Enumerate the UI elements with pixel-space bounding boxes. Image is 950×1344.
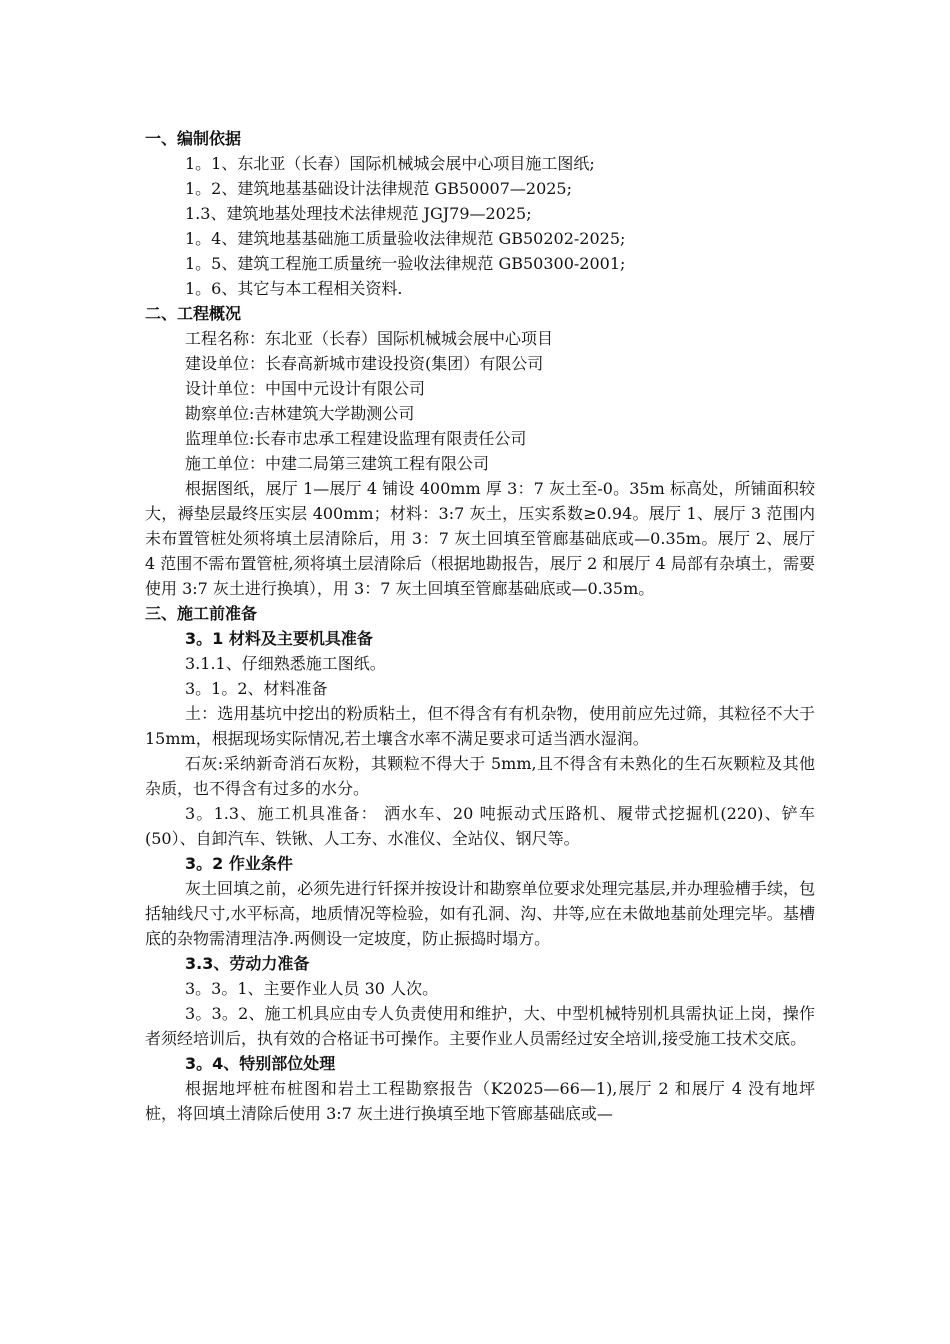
overview-contractor: 施工单位：中建二局第三建筑工程有限公司	[185, 454, 490, 473]
basis-item: 1。5、建筑工程施工质量统一验收法律规范 GB50300-2001;	[185, 254, 626, 273]
subsection-heading-materials: 3。1 材料及主要机具准备	[185, 629, 373, 648]
overview-paragraph: 根据图纸，展厅 1—展厅 4 铺设 400mm 厚 3：7 灰土至-0。35m 标高处，所铺面积较大，褥垫层最终压实层 400mm；材料：3:7 灰土，压实系数≥0.94。展厅 1、展厅 3 范围内未布置管桩处须将填土层清除后，用 3：7 灰土回填至管廊基础底或—0.35m。展厅 2、展厅 4 范围不需布置管桩,须将填土层清除后（根据地勘报告，展厅 2 和展厅 4 局部有杂填土，需要使用 3:7 灰土进行换填），用 3：7 灰土回填至管廊基础底或—0.35m。	[145, 479, 815, 598]
lime-paragraph: 石灰:采纳新奇消石灰粉，其颗粒不得大于 5mm,且不得含有未熟化的生石灰颗粒及其他杂质，也不得含有过多的水分。	[145, 754, 815, 798]
basis-item: 1。2、建筑地基基础设计法律规范 GB50007—2025;	[185, 179, 572, 198]
basis-item: 1。1、东北亚（长春）国际机械城会展中心项目施工图纸;	[185, 154, 595, 173]
basis-item: 1.3、建筑地基处理技术法律规范 JGJ79—2025;	[185, 204, 532, 223]
overview-surveyor: 勘察单位:吉林建筑大学勘测公司	[185, 404, 415, 423]
soil-paragraph: 土：选用基坑中挖出的粉质粘土，但不得含有有机杂物，使用前应先过筛，其粒径不大于 15mm，根据现场实际情况,若土壤含水率不满足要求可适当洒水湿润。	[145, 704, 815, 748]
conditions-paragraph: 灰土回填之前，必须先进行钎探并按设计和勘察单位要求处理完基层,并办理验槽手续，包括轴线尺寸,水平标高，地质情况等检验，如有孔洞、沟、井等,应在未做地基前处理完毕。基槽底的杂物需清理洁净.两侧设一定坡度，防止振捣时塌方。	[145, 879, 815, 948]
subsection-heading-labor: 3.3、劳动力准备	[185, 954, 310, 973]
basis-item: 1。6、其它与本工程相关资料.	[185, 279, 403, 298]
prep-item-materials: 3。1。2、材料准备	[185, 679, 328, 698]
section-heading-preparation: 三、施工前准备	[145, 604, 258, 623]
subsection-heading-conditions: 3。2 作业条件	[185, 854, 293, 873]
labor-paragraph: 3。3。2、施工机具应由专人负责使用和维护，大、中型机械特别机具需执证上岗，操作者须经培训后，执有效的合格证书可操作。主要作业人员需经过安全培训,接受施工技术交底。	[145, 1004, 815, 1048]
special-paragraph: 根据地坪桩布桩图和岩土工程勘察报告（K2025—66—1),展厅 2 和展厅 4 没有地坪桩，将回填土清除后使用 3:7 灰土进行换填至地下管廊基础底或—	[145, 1079, 815, 1123]
overview-designer: 设计单位：中国中元设计有限公司	[185, 379, 426, 398]
prep-item-drawings: 3.1.1、仔细熟悉施工图纸。	[185, 654, 386, 673]
section-heading-basis: 一、编制依据	[145, 129, 242, 148]
labor-item-workers: 3。3。1、主要作业人员 30 人次。	[185, 979, 439, 998]
machinery-paragraph: 3。1.3、施工机具准备： 洒水车、20 吨振动式压路机、履带式挖掘机(220)、铲车(50）、自卸汽车、铁锹、人工夯、水准仪、全站仪、钢尺等。	[145, 804, 815, 848]
section-heading-overview: 二、工程概况	[145, 304, 242, 323]
overview-project-name: 工程名称：东北亚（长春）国际机械城会展中心项目	[185, 329, 554, 348]
overview-supervisor: 监理单位:长春市忠承工程建设监理有限责任公司	[185, 429, 527, 448]
overview-owner: 建设单位：长春高新城市建设投资(集团）有限公司	[185, 354, 544, 373]
document-page	[145, 126, 815, 1126]
subsection-heading-special: 3。4、特别部位处理	[185, 1054, 336, 1073]
basis-item: 1。4、建筑地基基础施工质量验收法律规范 GB50202-2025;	[185, 229, 626, 248]
